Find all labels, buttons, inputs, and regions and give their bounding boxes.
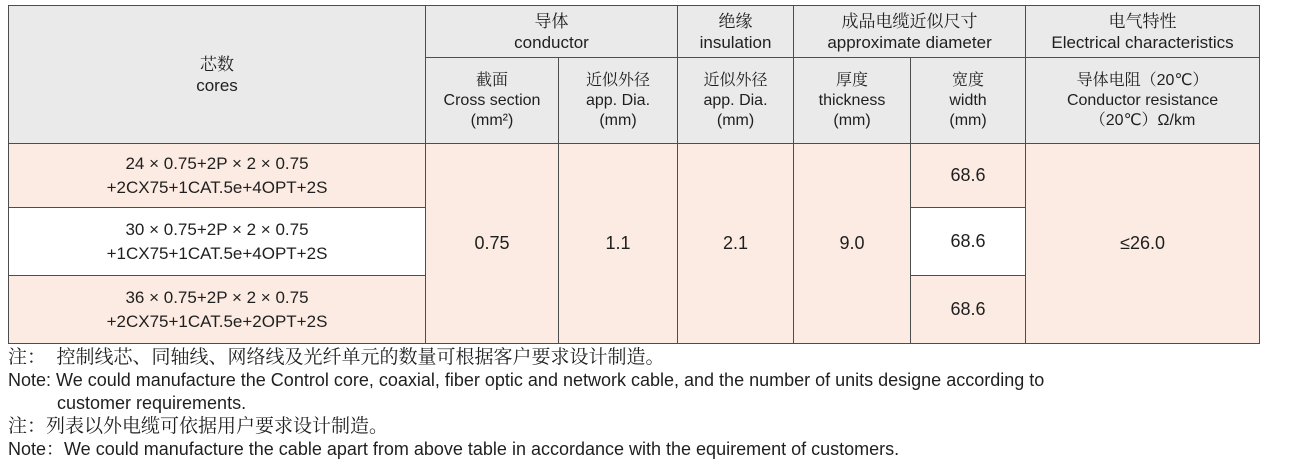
note-2-en: Note：We could manufacture the cable apart from above table in accordance with the equirement of customers.	[8, 439, 900, 459]
row-2-cores	[9, 208, 426, 276]
note-1-en: Note: We could manufacture the Control core, coaxial, fiber optic and network cable, and the number of units designe according to	[8, 370, 1045, 390]
row-1-cores-line2: +2CX75+1CAT.5e+4OPT+2S	[106, 177, 328, 197]
conductor-header-en: conductor	[514, 32, 589, 52]
insulation-dia-en: app. Dia.	[703, 91, 768, 109]
note-1-zh: 注： 控制线芯、同轴线、网络线及光纤单元的数量可根据客户要求设计制造。	[8, 347, 665, 368]
conductor-header-zh: 导体	[534, 11, 569, 31]
subheader-cross-section	[426, 58, 559, 144]
insulation-dia-zh: 近似外径	[703, 71, 768, 89]
notes-section	[8, 346, 1298, 461]
conductor-dia-zh: 近似外径	[586, 71, 651, 89]
subheader-conductor-resistance	[1026, 58, 1260, 144]
width-unit: (mm)	[949, 111, 987, 129]
conductor-dia-en: app. Dia.	[585, 91, 651, 109]
diameter-header-en: approximate diameter	[827, 32, 992, 52]
cell-insulation-diameter: 2.1	[678, 144, 794, 344]
electrical-header-zh: 电气特性	[1108, 11, 1177, 31]
cell-thickness: 9.0	[794, 144, 911, 344]
row-3-cores-line1: 36 × 0.75+2P × 2 × 0.75	[125, 287, 309, 307]
header-group-row	[9, 6, 1260, 58]
subheader-insulation-diameter	[678, 58, 794, 144]
row-3-width: 68.6	[911, 276, 1026, 344]
col-header-approximate-diameter	[794, 6, 1026, 58]
insulation-header-en: insulation	[699, 32, 772, 52]
col-header-electrical	[1026, 6, 1260, 58]
row-1-cores	[9, 144, 426, 208]
cores-header-zh: 芯数	[200, 54, 234, 74]
row-2-width: 68.6	[911, 208, 1026, 276]
insulation-header-zh: 绝缘	[718, 11, 753, 31]
resistance-unit: （20℃）Ω/km	[1089, 111, 1196, 129]
subheader-conductor-diameter	[559, 58, 678, 144]
thickness-en: thickness	[818, 91, 886, 109]
thickness-zh: 厚度	[836, 71, 869, 89]
cell-conductor-diameter: 1.1	[559, 144, 678, 344]
col-header-cores	[9, 6, 426, 144]
cross-section-en: Cross section	[443, 91, 541, 109]
cell-cross-section: 0.75	[426, 144, 559, 344]
row-1-width: 68.6	[911, 144, 1026, 208]
note-1-en-continued: customer requirements.	[57, 393, 247, 413]
row-3-cores-line2: +2CX75+1CAT.5e+2OPT+2S	[106, 311, 328, 331]
cable-spec-table	[8, 5, 1260, 344]
cross-section-unit: (mm²)	[470, 111, 514, 129]
diameter-header-zh: 成品电缆近似尺寸	[841, 11, 978, 31]
note-2-zh: 注：列表以外电缆可依据用户要求设计制造。	[8, 416, 389, 437]
row-3-cores	[9, 276, 426, 344]
subheader-width	[911, 58, 1026, 144]
thickness-unit: (mm)	[833, 111, 871, 129]
resistance-en: Conductor resistance	[1066, 91, 1219, 109]
conductor-dia-unit: (mm)	[599, 111, 637, 129]
row-2-cores-line1: 30 × 0.75+2P × 2 × 0.75	[125, 219, 309, 239]
cores-header-en: cores	[196, 75, 238, 95]
row-1-cores-line1: 24 × 0.75+2P × 2 × 0.75	[125, 153, 309, 173]
col-header-conductor	[426, 6, 678, 58]
row-2-cores-line2: +1CX75+1CAT.5e+4OPT+2S	[106, 243, 328, 263]
col-header-insulation	[678, 6, 794, 58]
width-zh: 宽度	[952, 71, 985, 89]
cell-conductor-resistance: ≤26.0	[1026, 144, 1260, 344]
subheader-thickness	[794, 58, 911, 144]
resistance-zh: 导体电阻（20℃）	[1076, 71, 1209, 89]
cross-section-zh: 截面	[475, 71, 508, 89]
insulation-dia-unit: (mm)	[716, 111, 755, 129]
table-row	[9, 144, 1260, 208]
electrical-header-en: Electrical characteristics	[1051, 32, 1234, 52]
width-en: width	[949, 91, 987, 109]
